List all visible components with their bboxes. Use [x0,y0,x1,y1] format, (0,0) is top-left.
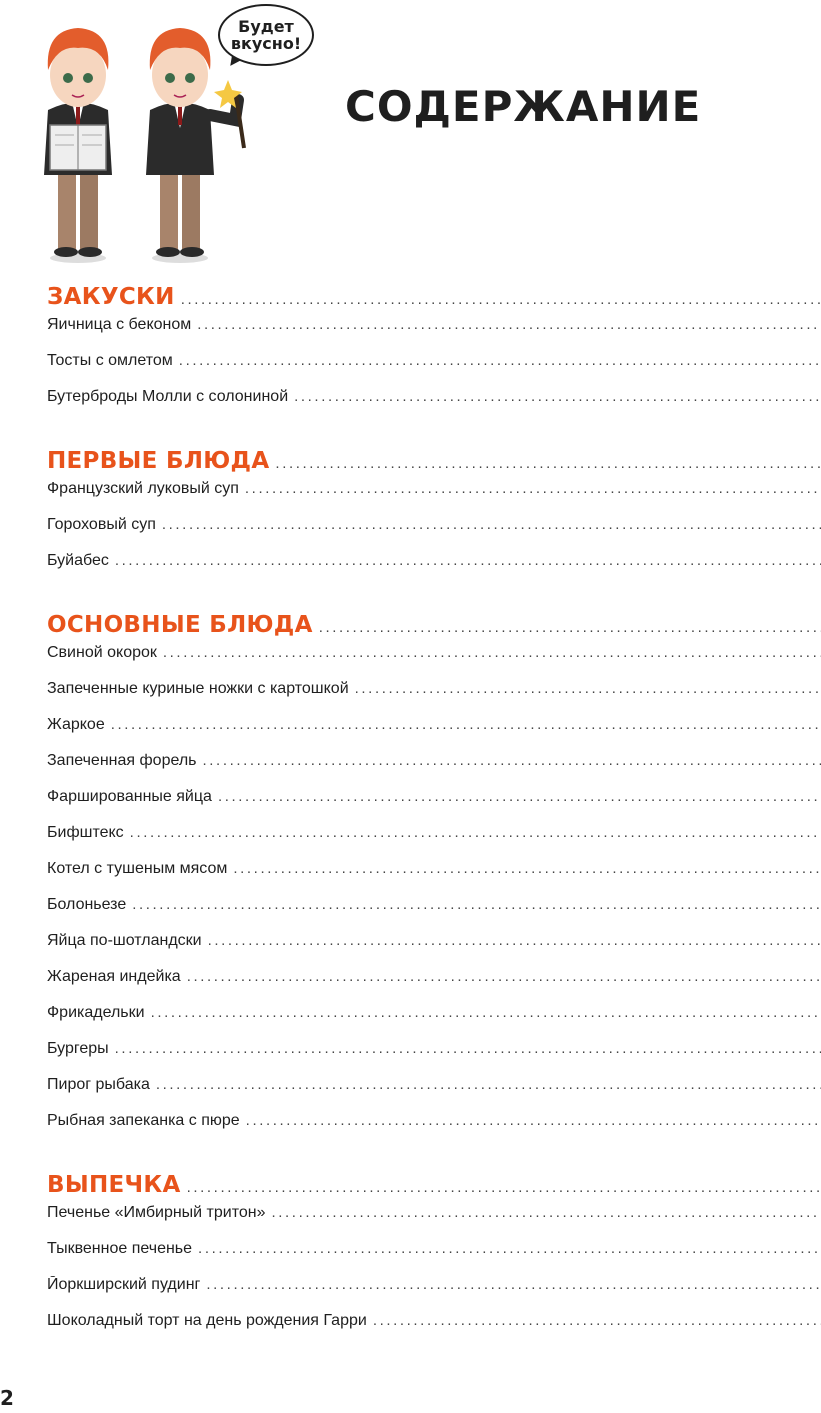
dot-leader [187,1179,821,1196]
toc-entry-label: Французский луковый суп [47,480,239,497]
dot-leader [355,680,821,697]
toc-entry[interactable] [47,1112,821,1148]
section-gap [47,588,821,608]
toc-entry-label: Печенье «Имбирный тритон» [47,1204,266,1221]
toc-entry-label: Запеченная форель [47,752,197,769]
dot-leader [245,480,821,497]
toc-entry[interactable] [47,968,821,1004]
dot-leader [198,1240,821,1257]
toc-entry-label: Болоньезе [47,896,127,913]
toc-entry-label: Фрикадельки [47,1004,145,1021]
toc-entry[interactable] [47,716,821,752]
toc-entry[interactable] [47,1076,821,1112]
toc-entry-label: Котел с тушеным мясом [47,860,228,877]
toc-entry[interactable] [47,388,821,424]
dot-leader [373,1312,821,1329]
toc-section-heading[interactable] [47,448,821,480]
dot-leader [246,1112,821,1129]
dot-leader [319,619,821,636]
toc-section-heading[interactable] [47,612,821,644]
dot-leader [115,1040,821,1057]
toc-entry-label: Йоркширский пудинг [47,1276,201,1293]
toc-entry[interactable] [47,1312,821,1348]
toc-entry[interactable] [47,352,821,388]
dot-leader [130,824,821,841]
dot-leader [132,896,821,913]
toc-entry-label: Гороховый суп [47,516,156,533]
dot-leader [111,716,821,733]
section-title: ОСНОВНЫЕ БЛЮДА [47,612,313,638]
toc-entry[interactable] [47,860,821,896]
dot-leader [233,860,821,877]
toc-entry-label: Буйабес [47,552,109,569]
dot-leader [272,1204,821,1221]
section-gap [47,1148,821,1168]
section-gap [47,424,821,444]
toc-entry-label: Свиной окорок [47,644,157,661]
toc-entry[interactable] [47,480,821,516]
toc-entry[interactable] [47,1276,821,1312]
toc-entry[interactable] [47,1204,821,1240]
toc-entry-label: Пирог рыбака [47,1076,150,1093]
toc-entry[interactable] [47,752,821,788]
dot-leader [197,316,821,333]
toc-entry[interactable] [47,1004,821,1040]
section-title: ЗАКУСКИ [47,284,175,310]
toc-entry[interactable] [47,316,821,352]
toc-section-heading[interactable] [47,1172,821,1204]
dot-leader [294,388,821,405]
toc-entry[interactable] [47,932,821,968]
toc-entry[interactable] [47,788,821,824]
dot-leader [156,1076,821,1093]
toc-entry[interactable] [47,680,821,716]
toc-entry-label: Яичница с беконом [47,316,192,333]
dot-leader [181,291,821,308]
toc-entry[interactable] [47,1240,821,1276]
table-of-contents [47,280,821,1348]
toc-entry[interactable] [47,552,821,588]
toc-entry-label: Шоколадный торт на день рождения Гарри [47,1312,367,1329]
toc-entry-label: Яйца по-шотландски [47,932,202,949]
toc-section-heading[interactable] [47,284,821,316]
dot-leader [151,1004,821,1021]
dot-leader [115,552,821,569]
dot-leader [275,455,821,472]
toc-entry-label: Тосты с омлетом [47,352,173,369]
toc-entry-label: Жаркое [47,716,105,733]
toc-entry-label: Бифштекс [47,824,124,841]
section-title: ПЕРВЫЕ БЛЮДА [47,448,270,474]
toc-entry-label: Запеченные куриные ножки с картошкой [47,680,349,697]
toc-entry-label: Жареная индейка [47,968,181,985]
dot-leader [163,644,821,661]
dot-leader [203,752,821,769]
toc-entry-label: Рыбная запеканка с пюре [47,1112,240,1129]
dot-leader [218,788,821,805]
toc-entry[interactable] [47,644,821,680]
toc-entry[interactable] [47,896,821,932]
toc-entry-label: Бургеры [47,1040,109,1057]
page-title: СОДЕРЖАНИЕ [345,82,702,131]
speech-bubble: Будет вкусно! [218,4,314,66]
dot-leader [187,968,821,985]
toc-entry-label: Тыквенное печенье [47,1240,193,1257]
toc-entry[interactable] [47,824,821,860]
dot-leader [208,932,821,949]
dot-leader [162,516,821,533]
dot-leader [179,352,821,369]
page-number: 2 [0,1386,14,1410]
section-title: ВЫПЕЧКА [47,1172,181,1198]
toc-entry-label: Фаршированные яйца [47,788,212,805]
toc-entry[interactable] [47,1040,821,1076]
left-boy [44,28,112,263]
toc-entry-label: Бутерброды Молли с солониной [47,388,289,405]
dot-leader [206,1276,821,1293]
toc-entry[interactable] [47,516,821,552]
